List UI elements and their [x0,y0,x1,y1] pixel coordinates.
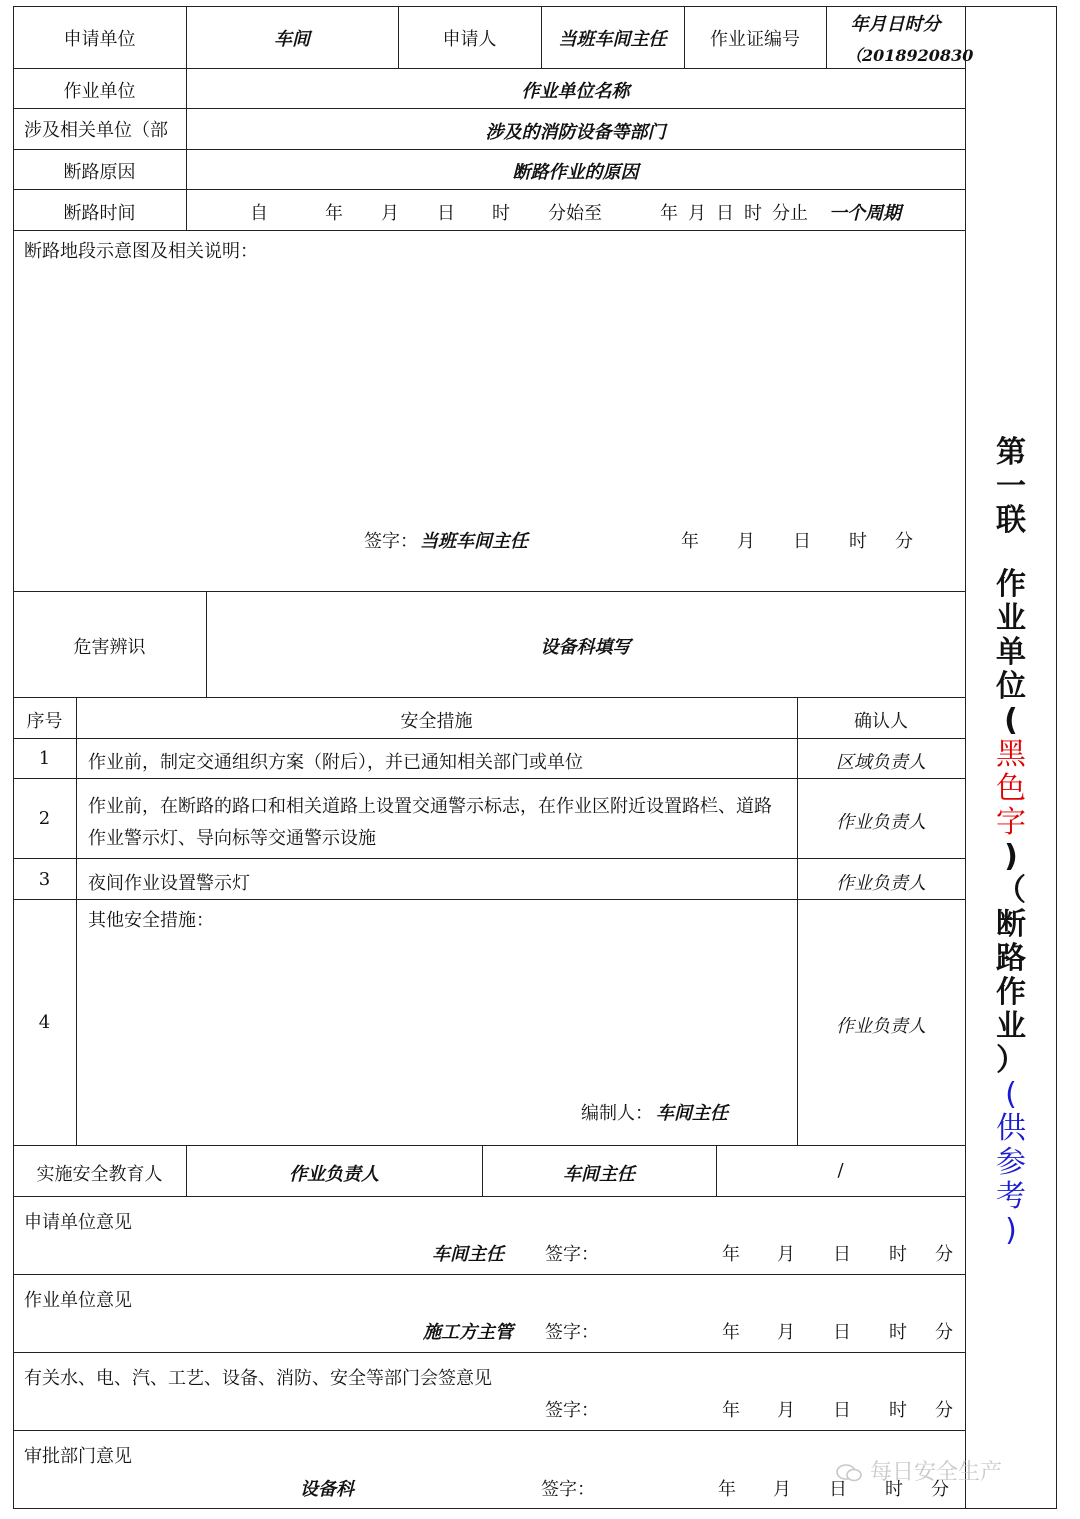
row-line [13,1352,965,1353]
time-label: 断路时间 [63,203,136,224]
time-minute-start: 分始至 [548,203,602,224]
editor-value: 车间主任 [656,1103,728,1124]
measures-col-confirm: 确认人 [854,711,908,732]
diagram-minute: 分 [895,531,913,552]
opinion-sign-label: 签字： [545,1244,599,1265]
row-line [13,591,965,592]
measure-text: 作业前，制定交通组织方案（附后），并已通知相关部门或单位 [88,752,583,773]
education-value-2: 车间主任 [563,1164,635,1185]
row-line [13,149,965,150]
measure-text-line1: 作业前，在断路的路口和相关道路上设置交通警示标志，在作业区附近设置路栏、道路 [88,796,772,817]
diagram-day: 日 [793,531,811,552]
apply-unit-label: 申请单位 [63,29,136,50]
opinion-month: 月 [777,1400,795,1421]
opinion-minute: 分 [935,1400,953,1421]
time-month-end: 月 [688,203,706,224]
time-year-end: 年 [660,203,678,224]
opinion-sign-label: 签字： [541,1479,595,1500]
hazard-label: 危害辨识 [73,637,146,658]
editor-label: 编制人： [581,1103,653,1124]
measure-confirm: 作业负责人 [836,1016,926,1037]
opinion-signer: 施工方主管 [423,1322,513,1343]
opinion-month: 月 [777,1244,795,1265]
opinion-day: 日 [833,1244,851,1265]
opinion-month: 月 [773,1479,791,1500]
opinion-day: 日 [833,1322,851,1343]
opinion-day: 日 [829,1479,847,1500]
measure-no: 1 [38,748,51,769]
opinion-label: 作业单位意见 [24,1290,132,1311]
side-open: ( [1004,703,1018,738]
opinion-signer: 设备科 [300,1479,354,1500]
row-line [13,1274,965,1275]
opinion-day: 日 [833,1400,851,1421]
row-line [13,1196,965,1197]
opinion-minute: 分 [935,1244,953,1265]
measures-col-no: 序号 [26,711,63,732]
related-unit-value: 涉及的消防设备等部门 [485,122,666,143]
education-label: 实施安全教育人 [36,1164,163,1185]
row-line [13,230,965,231]
opinion-signer: 车间主任 [432,1244,504,1265]
diagram-sign-label: 签字： [364,531,418,552]
diagram-sign-value: 当班车间主任 [420,531,528,552]
row-line [13,189,965,190]
work-unit-value: 作业单位名称 [521,81,630,102]
measure-text-line2: 作业警示灯、导向标等交通警示设施 [88,828,376,849]
opinion-label: 有关水、电、汽、工艺、设备、消防、安全等部门会签意见 [24,1368,492,1389]
frame-top [13,6,1057,7]
watermark-text: 每日安全生产 [870,1460,1003,1485]
side-unit: 作 业 单 位 [996,567,1026,704]
time-hour: 时 [492,203,510,224]
measure-confirm: 作业负责人 [836,873,926,894]
time-hour-end: 时 [744,203,762,224]
opinion-year: 年 [718,1479,736,1500]
measure-confirm: 区域负责人 [836,752,926,773]
side-part: 第 一 联 [996,435,1026,538]
opinion-hour: 时 [889,1322,907,1343]
row-line [13,899,965,900]
time-day: 日 [437,203,455,224]
opinion-month: 月 [777,1322,795,1343]
opinion-hour: 时 [885,1479,903,1500]
wechat-icon [835,1462,863,1484]
related-unit-label: 涉及相关单位（部 [24,120,168,141]
row-line [13,738,965,739]
reason-value: 断路作业的原因 [512,162,639,183]
opinion-year: 年 [722,1322,740,1343]
side-close: ) [1004,839,1018,874]
time-minute-end: 分止 [772,203,808,224]
apply-unit-value: 车间 [274,29,310,50]
hazard-value: 设备科填写 [540,637,631,658]
row-line [13,1145,965,1146]
measures-col-measure: 安全措施 [400,711,473,732]
applicant-value: 当班车间主任 [558,29,667,50]
side-column [966,6,1056,1509]
time-year: 年 [325,203,343,224]
permit-no-label: 作业证编号 [710,29,800,50]
diagram-month: 月 [737,531,755,552]
row-line [13,108,965,109]
opinion-sign-label: 签字： [545,1400,599,1421]
row-line [13,697,965,698]
diagram-year: 年 [681,531,699,552]
reason-label: 断路原因 [63,162,136,183]
side-text [966,436,1056,1248]
diagram-hour: 时 [849,531,867,552]
side-ref: ( 供 参 考 ) [996,1077,1026,1248]
watermark [835,1455,1002,1486]
opinion-minute: 分 [931,1479,949,1500]
opinion-label: 审批部门意见 [24,1446,132,1467]
measure-text: 其他安全措施： [88,910,214,931]
col-line [76,697,77,1145]
time-from: 自 [250,203,268,224]
permit-no-value-line2: （2018920830 [846,46,974,65]
measure-no: 2 [38,808,51,829]
side-color-note: 黑 色 字 [996,737,1026,840]
frame-bottom [13,1508,1057,1509]
measure-no: 3 [38,869,51,890]
opinion-year: 年 [722,1400,740,1421]
measure-confirm: 作业负责人 [836,812,926,833]
opinion-year: 年 [722,1244,740,1265]
permit-no-value-line1: 年月日时分 [850,14,941,35]
education-value-3: / [837,1160,844,1181]
opinion-minute: 分 [935,1322,953,1343]
work-unit-label: 作业单位 [63,81,136,102]
measure-no: 4 [38,1012,51,1033]
row-line [13,778,965,779]
time-value: 一个周期 [829,203,901,224]
time-month: 月 [381,203,399,224]
side-type: （ 断 路 作 业 ） [996,873,1026,1078]
row-line [13,68,965,69]
applicant-label: 申请人 [442,29,497,50]
row-line [13,858,965,859]
opinion-hour: 时 [889,1400,907,1421]
frame-right [1056,6,1057,1509]
opinion-hour: 时 [889,1244,907,1265]
diagram-label: 断路地段示意图及相关说明： [24,241,258,262]
education-value-1: 作业负责人 [289,1164,379,1185]
row-line [13,1430,965,1431]
measure-text: 夜间作业设置警示灯 [88,873,250,894]
opinion-label: 申请单位意见 [24,1212,132,1233]
time-day-end: 日 [716,203,734,224]
opinion-sign-label: 签字： [545,1322,599,1343]
